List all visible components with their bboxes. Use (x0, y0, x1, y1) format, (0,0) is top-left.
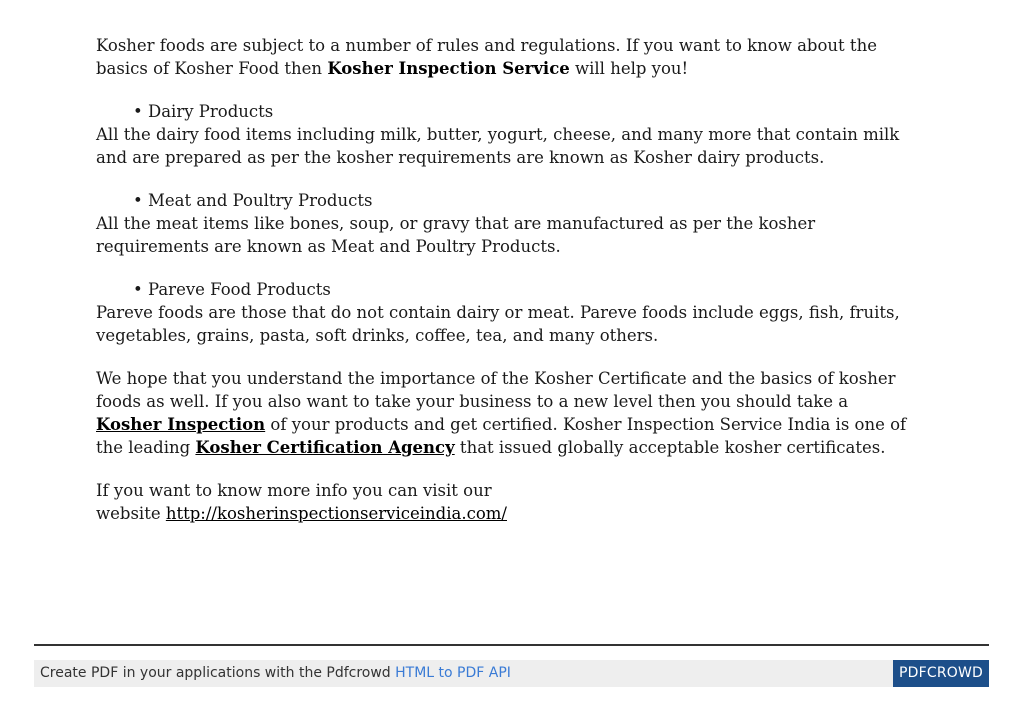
spacer (96, 347, 916, 367)
document-body (96, 34, 916, 525)
footer-text (40, 660, 511, 687)
intro-text-end: will help you! (569, 59, 689, 78)
visit-paragraph (96, 479, 916, 525)
spacer (96, 80, 916, 100)
closing-text-3: that issued globally acceptable kosher certificates. (454, 438, 886, 457)
visit-prefix: website (96, 504, 166, 523)
kosher-inspection-link[interactable]: Kosher Inspection (96, 415, 266, 434)
closing-text-2: of your products and get certified. Kosher Inspection Service India is one of the leading (96, 415, 907, 457)
spacer (96, 258, 916, 278)
pdfcrowd-footer (34, 660, 989, 687)
bullet-meat: • Meat and Poultry Products (133, 191, 373, 210)
kosher-certification-agency-link[interactable]: Kosher Certification Agency (195, 438, 455, 457)
website-url-link[interactable]: http://kosherinspectionserviceindia.com/ (165, 504, 507, 523)
pareve-paragraph: Pareve foods are those that do not contain dairy or meat. Pareve foods include eggs, fish, fruits, vegetables, grains, pasta, soft drinks, coffee, tea, and many others. (96, 303, 900, 345)
intro-text: Kosher foods are subject to a number of rules and regulations. If you want to know about the basics of Kosher Food then (96, 36, 877, 78)
meat-paragraph: All the meat items like bones, soup, or gravy that are manufactured as per the kosher requirements are known as Meat and Poultry Products. (96, 214, 816, 256)
closing-paragraph (96, 367, 916, 459)
intro-bold-service: Kosher Inspection Service (327, 59, 570, 78)
spacer (96, 459, 916, 479)
intro-paragraph (96, 34, 916, 80)
pdfcrowd-brand-button[interactable]: PDFCROWD (893, 660, 989, 687)
spacer (96, 169, 916, 189)
html-to-pdf-api-link[interactable]: HTML to PDF API (395, 665, 511, 681)
footer-divider (34, 644, 989, 646)
bullet-dairy: • Dairy Products (133, 102, 274, 121)
closing-text-1: We hope that you understand the importance of the Kosher Certificate and the basics of kosher foods as well. If you also want to take your business to a new level then you should take a (96, 369, 896, 411)
dairy-paragraph: All the dairy food items including milk, butter, yogurt, cheese, and many more that contain milk and are prepared as per the kosher requirements are known as Kosher dairy products. (96, 125, 900, 167)
visit-line-1: If you want to know more info you can visit our (96, 481, 492, 500)
footer-caption: Create PDF in your applications with the Pdfcrowd (40, 665, 396, 681)
bullet-pareve: • Pareve Food Products (133, 280, 331, 299)
